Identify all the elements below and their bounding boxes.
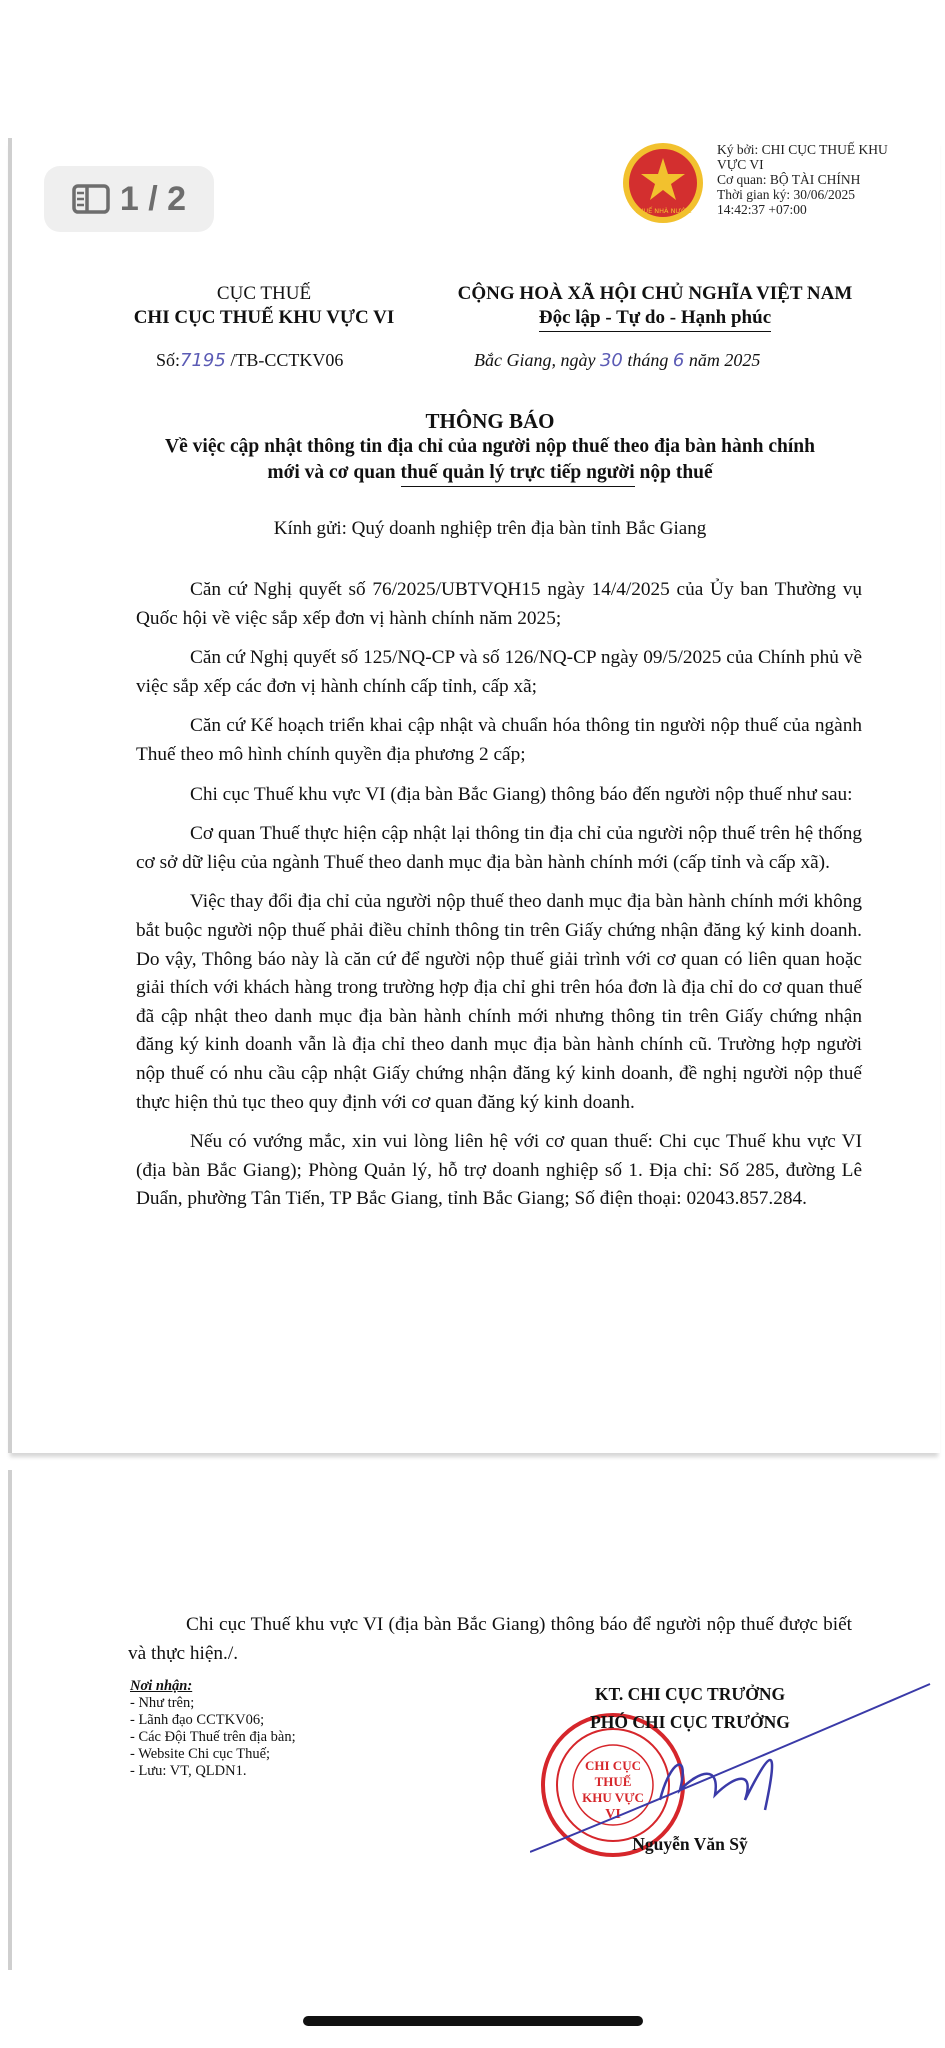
- recipient-item: - Như trên;: [130, 1695, 195, 1711]
- paragraph: Căn cứ Nghị quyết số 125/NQ-CP và số 126/NQ-CP ngày 09/5/2025 của Chính phủ về việc sắp xếp các đơn vị hành chính cấp tỉnh, cấp xã;: [136, 647, 862, 697]
- paragraph: Chi cục Thuế khu vực VI (địa bàn Bắc Giang) thông báo đến người nộp thuế như sau:: [190, 783, 853, 805]
- paragraph: Nếu có vướng mắc, xin vui lòng liên hệ với cơ quan thuế: Chi cục Thuế khu vực VI (địa bàn Bắc Giang); Phòng Quản lý, hỗ trợ doanh nghiệp số 1. Địa chỉ: Số 285, đường Lê Duẩn, phường Tân Tiến, TP Bắc Giang, tỉnh Bắc Giang; Số điện thoại: 02043.857.284.: [136, 1131, 862, 1210]
- document-date: Bắc Giang, ngày 30 tháng 6 năm 2025: [474, 350, 761, 371]
- document-number: Số:7195 /TB-CCTKV06: [156, 350, 344, 371]
- recipients-list: [130, 1678, 296, 1780]
- recipient-item: - Các Đội Thuế trên địa bàn;: [130, 1729, 296, 1745]
- digital-signature-info: Ký bởi: CHI CỤC THUẾ KHU VỰC VI Cơ quan: BỘ TÀI CHÍNH Thời gian ký: 30/06/2025 14:42:37 +07:00: [717, 142, 888, 217]
- svg-text:THUẾ NHÀ NƯỚC: THUẾ NHÀ NƯỚC: [634, 207, 692, 215]
- svg-text:VI: VI: [605, 1807, 621, 1822]
- recipient-item: - Lãnh đạo CCTKV06;: [130, 1712, 265, 1728]
- agency-name: CHI CỤC THUẾ KHU VỰC VI: [133, 307, 395, 328]
- closing-paragraph: Chi cục Thuế khu vực VI (địa bàn Bắc Giang) thông báo để người nộp thuế được biết và thực hiện./.: [128, 1614, 852, 1664]
- national-header: [425, 282, 885, 332]
- svg-text:CHI CỤC: CHI CỤC: [585, 1758, 641, 1773]
- paragraph: Căn cứ Nghị quyết số 76/2025/UBTVQH15 ngày 14/4/2025 của Ủy ban Thường vụ Quốc hội về việc sắp xếp đơn vị hành chính năm 2025;: [136, 579, 862, 629]
- paragraph: Căn cứ Kế hoạch triển khai cập nhật và chuẩn hóa thông tin người nộp thuế của ngành Thuế theo mô hình chính quyền địa phương 2 cấp;: [136, 715, 862, 765]
- handwritten-signature-icon: [530, 1680, 940, 1860]
- title-line-2: mới và cơ quan thuế quản lý trực tiếp người nộp thuế: [120, 460, 860, 487]
- recipient-item: - Website Chi cục Thuế;: [130, 1746, 271, 1762]
- tax-emblem-icon: [622, 142, 704, 224]
- agency-parent: CỤC THUẾ: [216, 283, 312, 304]
- signer-title: KT. CHI CỤC TRƯỞNG PHÓ CHI CỤC TRƯỞNG: [590, 1684, 790, 1732]
- signer-name: Nguyễn Văn Sỹ: [632, 1834, 748, 1854]
- page-indicator[interactable]: [44, 166, 214, 232]
- paragraph: Cơ quan Thuế thực hiện cập nhật lại thông tin địa chỉ của người nộp thuế trên hệ thống cơ sở dữ liệu của ngành Thuế theo danh mục địa bàn hành chính mới (cấp tỉnh và cấp xã).: [136, 823, 862, 873]
- svg-text:KHU VỰC: KHU VỰC: [582, 1790, 644, 1805]
- greeting: Kính gửi: Quý doanh nghiệp trên địa bàn tỉnh Bắc Giang: [273, 518, 707, 539]
- national-motto: Độc lập - Tự do - Hạnh phúc: [539, 306, 771, 332]
- handwritten-number: 7195: [180, 350, 226, 371]
- title-line-1: Về việc cập nhật thông tin địa chỉ của người nộp thuế theo địa bàn hành chính: [165, 436, 815, 457]
- agency-header: [104, 282, 424, 330]
- home-indicator[interactable]: [303, 2016, 643, 2026]
- document-title: [120, 408, 860, 487]
- paragraph: Việc thay đổi địa chỉ của người nộp thuế theo danh mục địa bàn hành chính mới không bắt buộc người nộp thuế phải điều chỉnh thông tin trên Giấy chứng nhận đăng ký kinh doanh. Do vậy, Thông báo này là căn cứ để người nộp thuế giải trình với cơ quan có liên quan hoặc giải thích với khách hàng trong trường hợp địa chỉ ghi trên hóa đơn là địa chỉ do cơ quan thuế đã cập nhật theo danh mục địa bàn hành chính mới nhưng thông tin trên Giấy chứng nhận đăng ký kinh doanh vẫn là địa chỉ theo danh mục địa bàn hành chính cũ. Trường hợp người nộp thuế có nhu cầu cập nhật Giấy chứng nhận đăng ký kinh doanh, đề nghị người nộp thuế thực hiện thủ tục theo quy định với cơ quan đăng ký kinh doanh.: [136, 891, 862, 1113]
- page-thumbnail-icon: [72, 184, 110, 214]
- country-name: CỘNG HOÀ XÃ HỘI CHỦ NGHĨA VIỆT NAM: [457, 283, 853, 304]
- recipients-label: Nơi nhận:: [130, 1678, 193, 1694]
- title-heading: THÔNG BÁO: [425, 409, 555, 433]
- recipient-item: - Lưu: VT, QLDN1.: [130, 1763, 247, 1779]
- document-body: [136, 576, 862, 1225]
- svg-text:THUẾ: THUẾ: [594, 1774, 632, 1789]
- page-indicator-text: 1 / 2: [119, 179, 187, 218]
